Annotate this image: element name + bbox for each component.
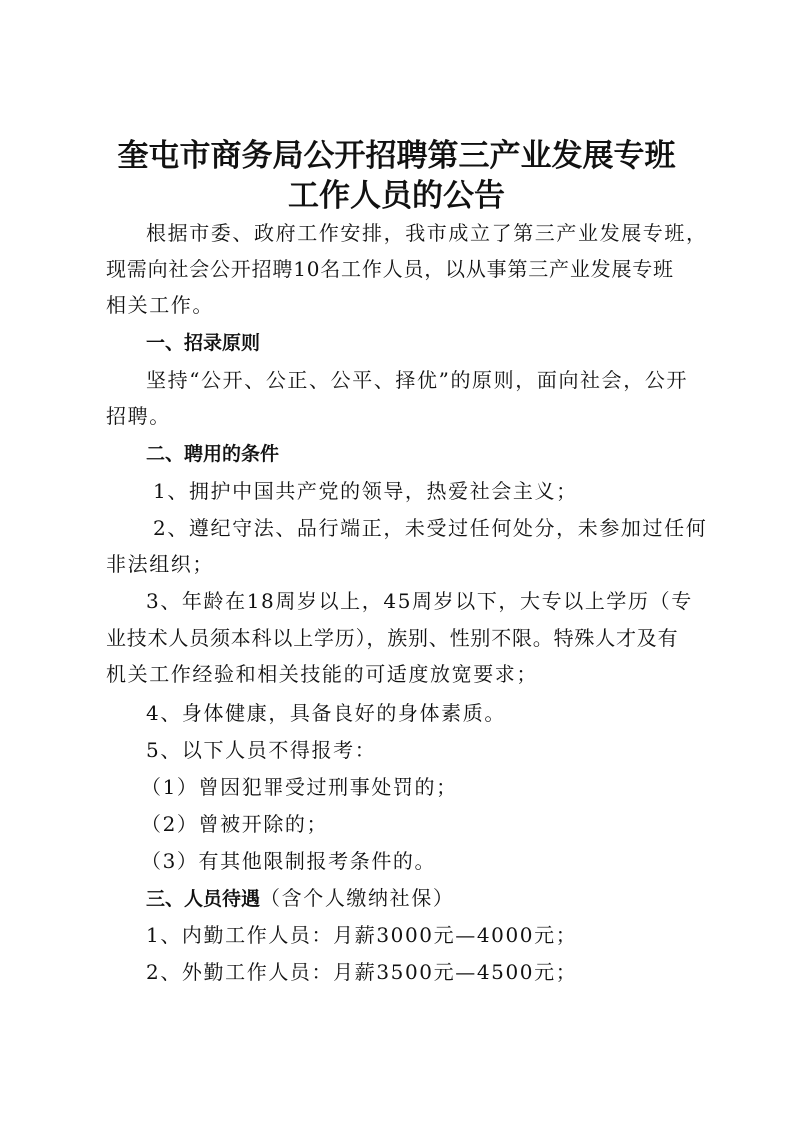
condition-item3-line3: 机关工作经验和相关技能的可适度放宽要求； <box>106 662 538 686</box>
condition-item4: 4、身体健康，具备良好的身体素质。 <box>146 701 506 725</box>
section3-heading-note: （含个人缴纳社保） <box>260 886 455 910</box>
section3-heading: 三、人员待遇 <box>146 888 261 910</box>
intro-paragraph-line1: 根据市委、政府工作安排，我市成立了第三产业发展专班， <box>146 221 708 245</box>
section1-heading: 一、招录原则 <box>146 332 261 354</box>
section1-line1: 坚持“公开、公正、公平、择优”的原则，面向社会，公开 <box>146 368 689 392</box>
intro-paragraph-line3: 相关工作。 <box>106 293 214 317</box>
condition-item3-line2: 业技术人员须本科以上学历），族别、性别不限。特殊人才及有 <box>106 626 679 650</box>
condition-item2-line1: 2、遵纪守法、品行端正，未受过任何处分，未参加过任何 <box>153 516 708 540</box>
intro-paragraph-line2: 现需向社会公开招聘10名工作人员，以从事第三产业发展专班 <box>106 257 674 281</box>
condition-sub3: （3）有其他限制报考条件的。 <box>141 849 437 873</box>
section2-heading: 二、聘用的条件 <box>146 443 280 465</box>
salary-item1: 1、内勤工作人员：月薪3000元—4000元； <box>146 923 578 947</box>
condition-item1: 1、拥护中国共产党的领导，热爱社会主义； <box>153 479 578 503</box>
condition-item3-line1: 3、年龄在18周岁以上，45周岁以下，大专以上学历（专 <box>146 589 693 613</box>
condition-item2-line2: 非法组织； <box>106 552 214 576</box>
document-title-line2: 工作人员的公告 <box>288 178 505 214</box>
condition-sub1: （1）曾因犯罪受过刑事处罚的； <box>141 775 458 799</box>
salary-item2: 2、外勤工作人员：月薪3500元—4500元； <box>146 960 578 984</box>
section1-line2: 招聘。 <box>106 404 171 428</box>
document-title-line1: 奎屯市商务局公开招聘第三产业发展专班 <box>117 138 676 174</box>
section3-heading-row <box>146 886 454 911</box>
condition-item5: 5、以下人员不得报考： <box>146 738 377 762</box>
condition-sub2: （2）曾被开除的； <box>141 812 329 836</box>
